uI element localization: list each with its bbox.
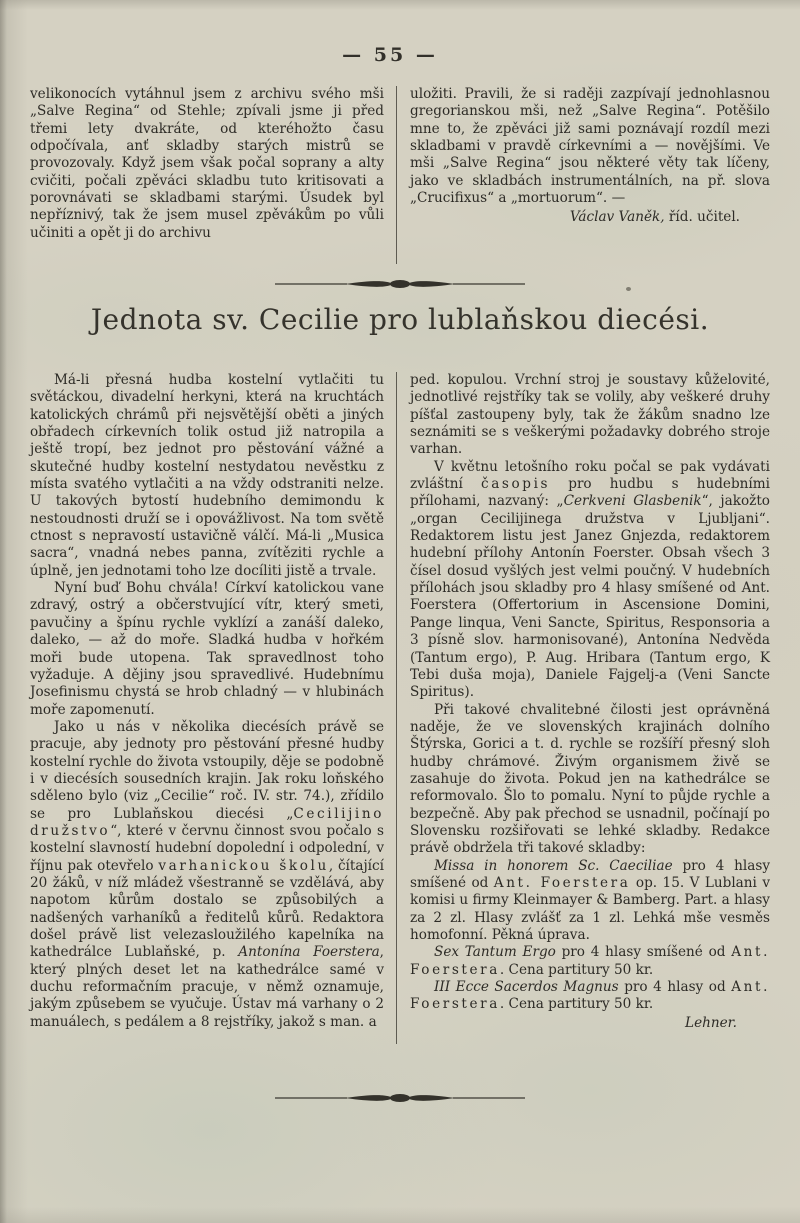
- paragraph: [30, 372, 384, 580]
- main-article-signature: Lehner.: [685, 1014, 737, 1031]
- text-run: Antonína Foerstera: [238, 944, 380, 961]
- text-run: Ant. Foerstera: [410, 944, 771, 978]
- column-rule: [396, 372, 397, 1044]
- text-run: Cerkveni Glasbenik: [563, 493, 702, 510]
- column-rule: [396, 86, 397, 264]
- text-run: V květnu letošního roku počal se pak vydávati zvláštní: [410, 458, 770, 493]
- top-article-signature: [410, 209, 770, 226]
- text-run: ped. kopulou. Vrchní stroj je soustavy kůželovité, jednotlivé rejstříky tak se volily, aby veškeré druhy píšťal zastoupeny byly, tak že žákům snadno lze seznámiti se s veškerými požadavky dobrého stroje varhan.: [410, 372, 770, 458]
- divider-ornament-icon: [275, 277, 525, 291]
- signature-name: Václav Vaněk,: [569, 209, 665, 226]
- text-run: Cecilijino družstvo: [30, 805, 384, 839]
- ink-speck: [626, 287, 631, 291]
- paragraph: [410, 372, 770, 459]
- paragraph: [410, 459, 770, 702]
- page-number: — 55 —: [342, 44, 438, 66]
- text-run: . Cena partitury 50 kr.: [499, 961, 654, 978]
- paragraph: [410, 944, 770, 979]
- paragraph: [30, 580, 384, 719]
- section-divider: [0, 276, 800, 295]
- text-run: pro hudbu s hudebními přílohami, nazvaný: „: [410, 476, 770, 510]
- top-article-left-column: [30, 86, 384, 242]
- text-run: časopis: [480, 476, 551, 493]
- section-divider: [0, 1090, 800, 1109]
- main-article-left-column: [30, 372, 384, 1032]
- text-run: pro 4 hlasy smíšené od: [410, 857, 771, 891]
- text-run: Má-li přesná hudba kostelní vytlačiti tu světáckou, divadelní herkyni, která na kruchtách katolických chrámů při nejsvětější oběti a jiných obřadech církevních tolik ostud již natropila a ještě tropí, bez jednot pro pěstování vážné a skutečné hudby kostelní nestydatou nevěstku z místa svatého vytlačiti a na vždy odstraniti nelze. U takových bytostí hudebního demimondu k nestoudnosti druží se i opovážlivost. Na tom světě ctnost s nepravostí ustavičně válčí. Má-li „Musica sacra“, vnadná nebes panna, zvítěziti rychle a úplně, jen jednotami toho lze docíliti jistě a trvale.: [30, 372, 384, 579]
- main-article-right-column: [410, 372, 770, 1032]
- text-run: , čítající 20 žáků, v níž mládež všestranně se vzdělává, aby napotom kůrům dostalo se způsobilých a nadšených varhaníků a ředitelů kůrů. Redaktora došel právě list velezasloužilého kapelníka na kathedrálce Lublaňské, p.: [30, 857, 384, 961]
- top-article-right-column: [410, 86, 770, 242]
- text-run: III Ecce Sacerdos Magnus: [434, 979, 619, 996]
- text-run: Nyní buď Bohu chvála! Církví katolickou vane zdravý, ostrý a občerstvující vítr, který smeti, pavučiny a špínu rychle vyklízí a zanáší daleko, daleko, — až do moře. Sladká hudba v hořkém moři bude utopena. Tak spravedlnost toho vyžaduje. A dějiny jsou spravedlivé. Hudebnímu Josefinismu chystá se hrob chladný — v hlubinách moře zapomenutí.: [30, 580, 384, 718]
- paragraph: [410, 979, 770, 1014]
- text-run: Ant. Foerstera: [410, 979, 770, 1013]
- paragraph: [410, 702, 770, 858]
- text-run: Ant. Foerstera: [493, 874, 631, 891]
- text-run: . Cena partitury 50 kr.: [499, 996, 654, 1013]
- text-run: pro 4 hlasy smíšené od: [555, 944, 732, 961]
- text-run: “, jakožto „organ Cecilijinega družstva v Ljubljani“. Redaktorem listu jest Janez Gnjezda, redaktorem hudební přílohy Antonín Foerster. Obsah všech 3 čísel dosud vyšlých jest velmi poučný. V hudebních přílohách jsou skladby pro 4 hlasy smíšené od Ant. Foerstera (Offertorium in Ascensione Domini, Pange linqua, Veni Sancte, Spiritus, Responsoria a 3 písně slov. harmonisované), Antonína Nedvěda (Tantum ergo), P. Aug. Hribara (Tantum ergo, K Tebi duša moja), Daniele Fajgelj-a (Veni Sancte Spiritus).: [410, 493, 770, 701]
- paragraph: [410, 858, 770, 945]
- main-article-section: [30, 372, 770, 1032]
- text-run: , který plných deset let na kathedrálce samé v duchu reformačním pracuje, v němž oznamuje, jakým způsebem se vyučuje. Ústav má varhany o 2 manuálech, s pedálem a 8 rejstříky, jakož s man. a: [30, 944, 384, 1030]
- text-run: Jako u nás v několika diecésích právě se pracuje, aby jednoty pro pěstování přesné hudby kostelní rychle do života vstoupily, děje se podobně i v diecésích sousedních krajin. Jak roku loňského sděleno bylo (viz „Cecilie“ roč. IV. str. 74.), zřídilo se pro Lublaňskou diecési „: [30, 718, 384, 822]
- text-run: varhanickou školu: [158, 857, 329, 874]
- text-run: Missa in honorem Sc. Caeciliae: [434, 857, 673, 874]
- signature-role: říd. učitel.: [664, 209, 740, 226]
- paragraph: velikonocích vytáhnul jsem z archivu svého mši „Salve Regina“ od Stehle; zpívali jsme ji před třemi lety dvakráte, od kteréhožto času odpočívala, anť skladby starých mistrů se provozovaly. Když jsem však počal soprany a alty cvičiti, počali zpěváci skladbu tuto kritisovati a porovnávati se skladbami starými. Úsudek byl nepříznivý, tak že jsem musel zpěvákům po vůli učiniti a opět ji do archivu: [30, 86, 384, 241]
- text-run: Sex Tantum Ergo: [434, 944, 556, 961]
- article-title: Jednota sv. Cecilie pro lublaňskou diecési.: [90, 303, 710, 336]
- paragraph: [30, 719, 384, 1031]
- top-article-section: [30, 86, 770, 242]
- paragraph: uložiti. Pravili, že si raději zazpívají jednohlasnou gregorianskou mši, než „Salve Regina“. Potěšilo mne to, že zpěváci již sami poznávají rozdíl mezi skladbami v pravdě církevními a — novějšími. Ve mši „Salve Regina“ jsou některé věty tak líčeny, jako ve skladbách instrumentálních, na př. slova „Crucifixus“ a „mortuorum“. —: [410, 86, 770, 207]
- text-run: pro 4 hlasy od: [618, 979, 732, 996]
- divider-ornament-icon: [275, 1091, 525, 1105]
- text-run: op. 15. V Lublani v komisi u firmy Kleinmayer & Bamberg. Part. a hlasy za 2 zl. Hlasy zvlášť za 1 zl. Lehká mše vesměs homofonní. Pěkná úprava.: [410, 874, 770, 943]
- text-run: “, které v červnu činnost svou počalo s kostelní slavností hudební dopolední i odpolední, v říjnu pak otevřelo: [30, 822, 384, 874]
- text-run: Při takové chvalitebné čilosti jest oprávněná naděje, že ve slovenských krajinách dolního Štýrska, Gorici a t. d. rychle se rozšíří přesný sloh hudby chrámové. Živým organismem živě se zasahuje do života. Pokud jen na kathedrálce se reformovalo. Šlo to pomalu. Nyní to půjde rychle a bezpečně. Aby pak přechod se usnadnil, počínají po Slovensku rozšiřovati se lehké skladby. Redakce právě obdržela tři takové skladby:: [410, 701, 770, 857]
